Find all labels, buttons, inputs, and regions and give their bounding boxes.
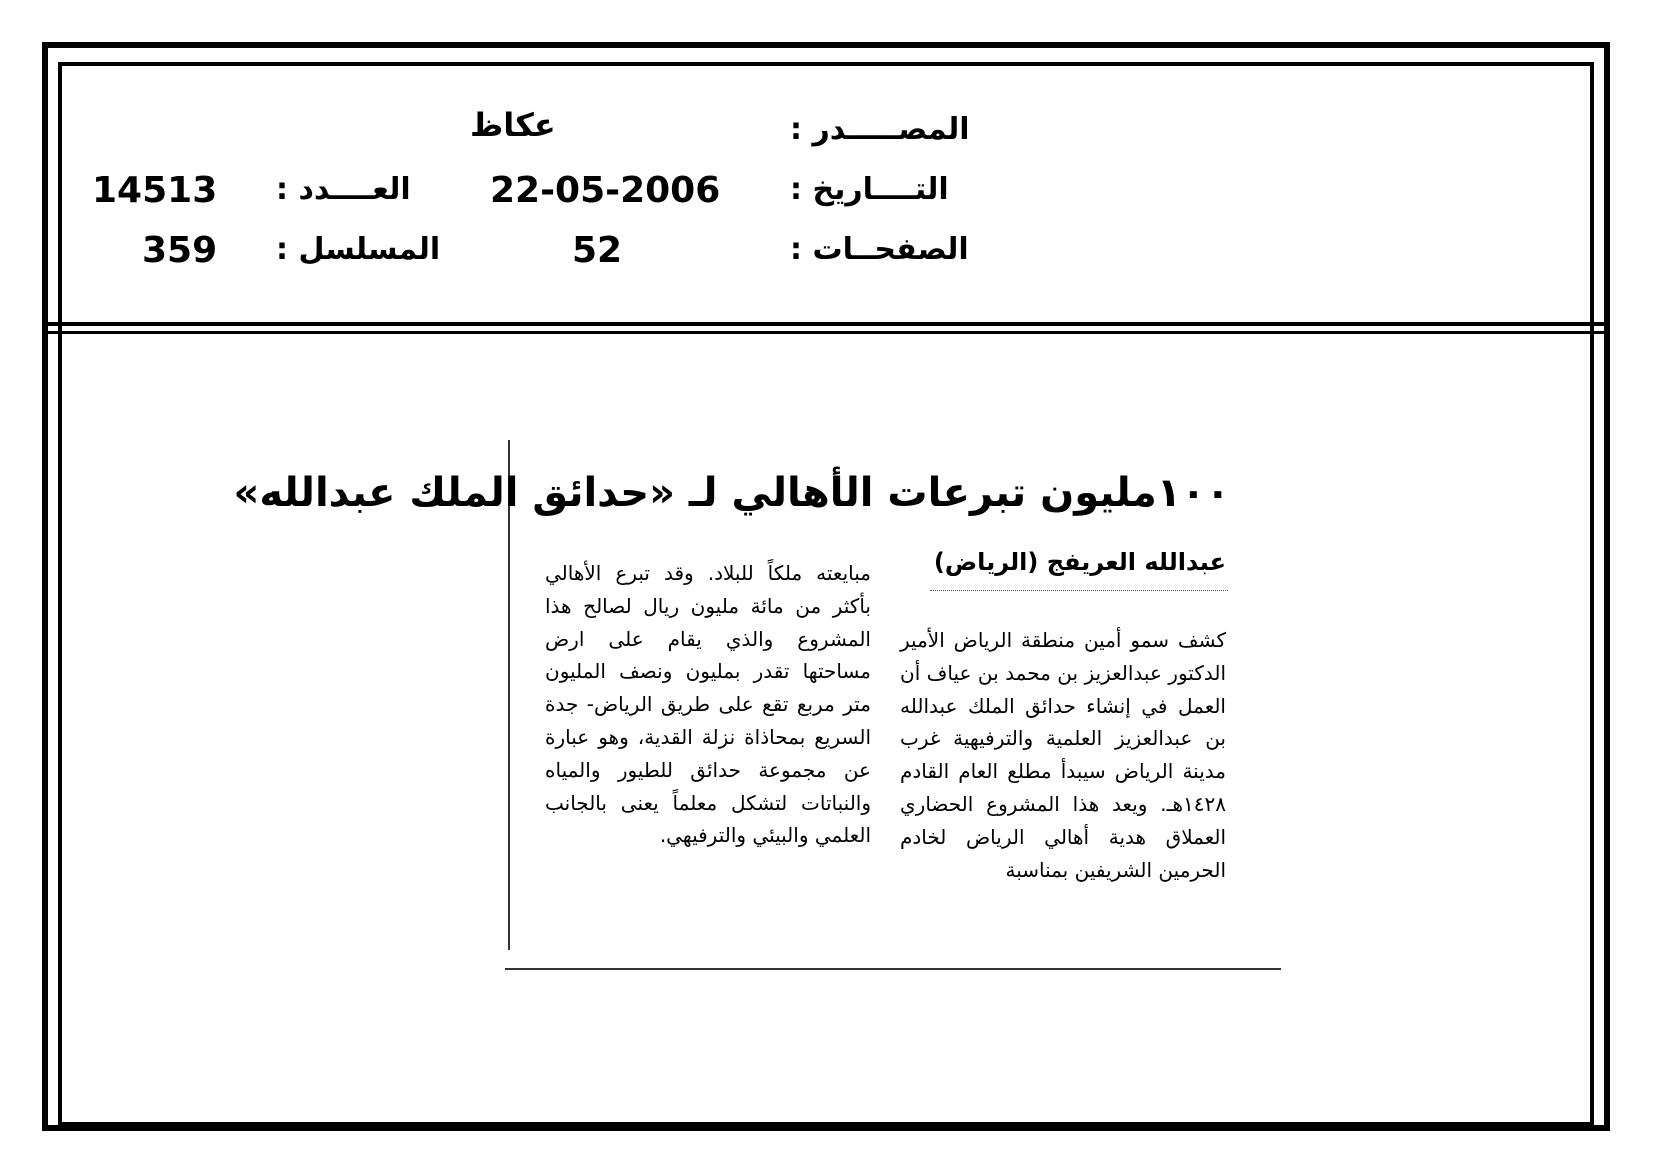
byline-rule [930,590,1228,591]
date-label: التــــاريخ : [790,172,949,207]
article-headline: ١٠٠مليون تبرعات الأهالي لـ «حدائق الملك عبدالله» [233,470,1230,516]
issue-value: 14513 [92,170,218,211]
article-column-left [545,557,871,852]
source-label: المصـــــدر : [790,112,970,147]
serial-value: 359 [142,230,218,271]
article-paragraph: مبايعته ملكاً للبلاد. وقد تبرع الأهالي بأكثر من مائة مليون ريال لصالح هذا المشروع والذي يقام على ارض مساحتها تقدر بمليون ونصف المليون متر مربع تقع على طريق الرياض- جدة السريع بمحاذاة نزلة القدية، وهو عبارة عن مجموعة حدائق للطيور والمياه والنباتات لتشكل معلماً يعنى بالجانب العلمي والبيئي والترفيهي. [545,561,871,848]
serial-label: المسلسل : [276,232,441,267]
article-paragraph: كشف سمو أمين منطقة الرياض الأمير الدكتور عبدالعزيز بن محمد بن عياف أن العمل في إنشاء حدائق الملك عبدالله بن عبدالعزيز العلمية والترفيهية غرب مدينة الرياض سيبدأ مطلع العام القادم ١٤٢٨هـ. ويعد هذا المشروع الحضاري العملاق هدية أهالي الرياض لخادم الحرمين الشريفين بمناسبة [900,628,1226,882]
issue-label: العــــدد : [276,172,411,207]
date-value: 22-05-2006 [490,170,721,211]
article-byline: عبدالله العريفج (الرياض) [933,548,1226,576]
pages-label: الصفحــات : [790,232,969,267]
article-column-right [900,624,1226,886]
clipping-left-rule [508,440,510,950]
pages-value: 52 [572,230,623,271]
header-divider [42,322,1610,334]
source-value: عكاظ [470,106,556,144]
clipping-bottom-rule [505,968,1281,970]
